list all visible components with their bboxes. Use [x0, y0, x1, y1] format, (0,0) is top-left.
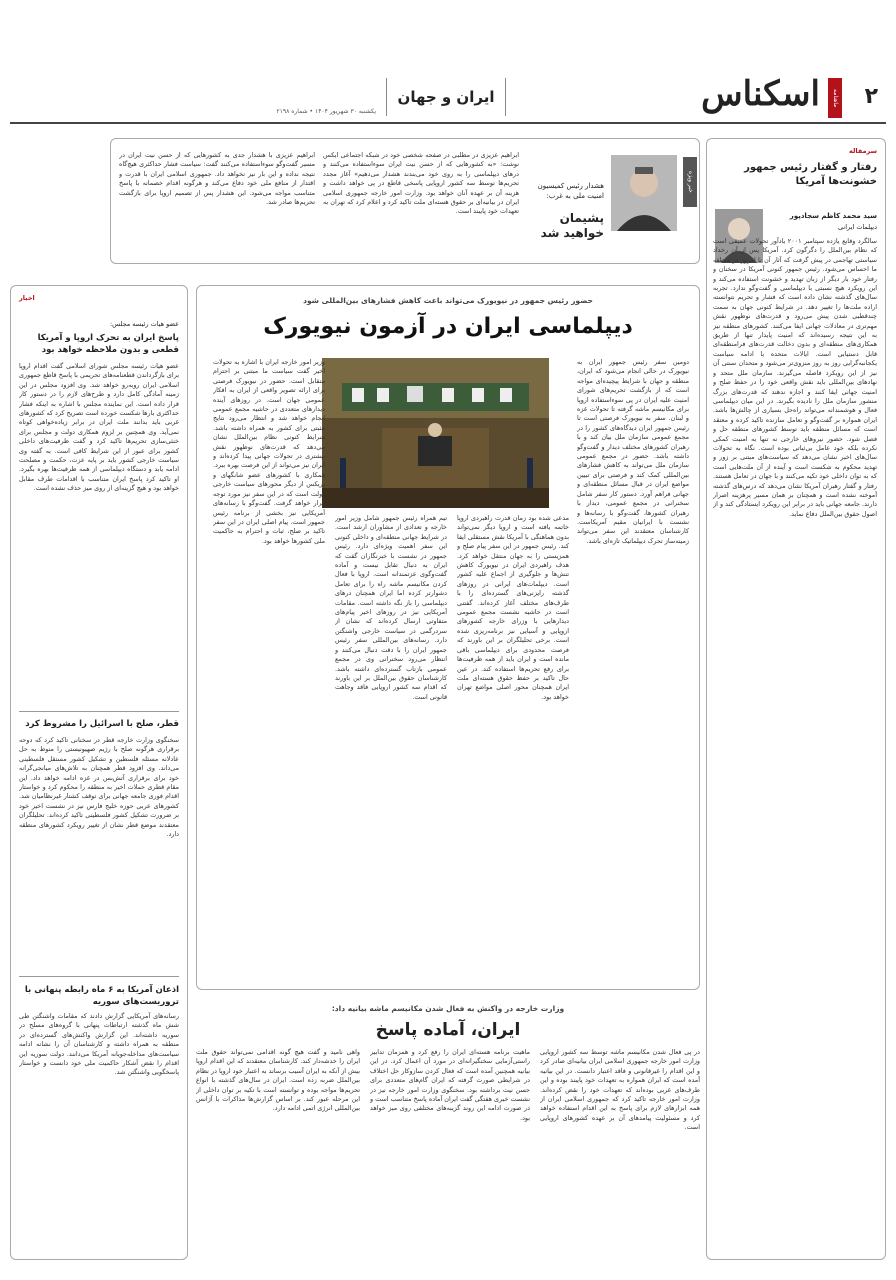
bottom-story-col1: در پی فعال شدن مکانیسم ماشه توسط سه کشور اروپایی وزارت امور خارجه جمهوری اسلامی ایران بیانیه‌ای صادر کرد و این اقدام را غیرقانونی و فاقد اعتبار دانست. در این بیانیه آمده است که ایران همواره به تعهدات خود پایبند بوده و این طرف‌های غربی بوده‌اند که تعهدات خود را نقض کرده‌اند. وزارت امور خارجه تاکید کرد که جمهوری اسلامی ایران از همه ابزارهای لازم برای پاسخ به این اقدام استفاده خواهد کرد و مسئولیت پیامدهای آن بر عهده کشورهای اروپایی است. — [540, 1048, 700, 1132]
news1-kicker: عضو هیات رئیسه مجلس: — [109, 320, 179, 328]
main-story-kicker: حضور رئیس جمهور در نیویورک می‌تواند باعث کاهش فشارهای بین‌المللی شود — [303, 296, 593, 305]
masthead-rule — [10, 122, 886, 124]
op-ed-label: سرمقاله — [849, 147, 877, 155]
main-story-headline: دیپلماسی ایران در آزمون نیویورک — [263, 314, 633, 339]
brand-side-label: ماهنامه — [828, 78, 842, 118]
author-name: سید محمد کاظم سجادپور — [789, 212, 877, 220]
interview-col1: ابراهیم عزیزی در مطلبی در صفحه شخصی خود در شبکه اجتماعی ایکس نوشت: «به کشورهایی که از حسن نیت ایران سوءاستفاده می‌کنند و درهای دیپلماسی را به روی خود می‌بندند هشدار می‌دهیم» آغاز مجدد تحریم‌ها توسط سه کشور اروپایی پاسخی قاطع در پی خواهد داشت و هزینه آن بر عهده آنان خواهد بود. وزارت امور خارجه جمهوری اسلامی ایران در بیانیه‌ای بر حقوق هسته‌ای ملت تاکید کرد و اعلام کرد که تهران به تعهدات خود پایبند است. — [323, 151, 519, 216]
interview-col2: ابراهیم عزیزی با هشدار جدی به کشورهایی که از حسن نیت ایران در مسیر گفت‌وگو سوءاستفاده می‌کنند گفت: سیاست فشار حداکثری هیچ‌گاه نتیجه نداده و این بار نیز نخواهد داد. جمهوری اسلامی ایران با قدرت و اقتدار از منافع ملی خود دفاع می‌کند و هرگونه اقدام خصمانه با پاسخ متناسب مواجه می‌شود. این هشدار پس از تصمیم اروپا برای بازگشت تحریم‌ها صادر شد. — [119, 151, 315, 207]
news-column — [10, 285, 188, 1260]
interview-photo — [611, 155, 677, 231]
news3-body: رسانه‌های آمریکایی گزارش دادند که مقامات واشنگتن طی شش ماه گذشته ارتباطات پنهانی با گروه‌های مسلح در سوریه داشته‌اند. این گزارش واکنش‌های گسترده‌ای در منطقه به همراه داشته و کارشناسان آن را نشانه ادامه سیاست‌های مداخله‌جویانه آمریکا می‌دانند. دولت سوریه این اقدام را نقض آشکار حاکمیت ملی خود دانست و خواستار پاسخگویی واشنگتن شد. — [19, 1012, 179, 1077]
news-label: اخبار — [19, 294, 35, 302]
interview-badge: خبر ویژه — [683, 157, 697, 207]
masthead — [10, 70, 886, 125]
main-story-col4: وزیر امور خارجه ایران با اشاره به تحولات اخیر گفت سیاست ما مبتنی بر احترام متقابل است. حضور در نیویورک فرصتی برای ارائه تصویر واقعی از ایران به افکار عمومی جهان است. در روزهای آینده دیدارهای متعددی در حاشیه مجمع عمومی انجام خواهد شد و انتظار می‌رود نتایج مثبتی برای کشور به همراه داشته باشد. شرایط کنونی نظام بین‌الملل نشان می‌دهد که قدرت‌های نوظهور نقش بیشتری در تحولات جهانی پیدا کرده‌اند و ایران نیز می‌تواند از این فرصت بهره ببرد. همکاری با کشورهای عضو شانگهای و بریکس از دیگر محورهای سیاست خارجی دولت است که در این سفر نیز مورد توجه قرار خواهد گرفت. گفت‌وگو با رسانه‌های آمریکایی نیز بخشی از برنامه رئیس جمهور است. پیام اصلی ایران در این سفر تاکید بر صلح، ثبات و احترام به حاکمیت ملی کشورها خواهد بود. — [213, 358, 325, 545]
author-role: دیپلمات ایرانی — [838, 223, 877, 231]
op-ed-body: سالگرد وقایع یازده سپتامبر ۲۰۰۱ یادآور تحولات عمیقی است که نظام بین‌الملل را دگرگون کرد. آمریکا پس از آن رخداد سیاستی تهاجمی در پیش گرفت که آثار آن تا امروز در منطقه ما احساس می‌شود. رئیس جمهور کنونی آمریکا در سخنان و رفتار خود بار دیگر از زبان تهدید و خشونت استفاده می‌کند و این رویکرد هیچ نسبتی با دیپلماسی و گفت‌وگو ندارد. تجربه سال‌های گذشته نشان داده است که فشار و تحریم نتوانسته اراده ملت‌ها را تغییر دهد. در شرایط کنونی جهان به سمت چندقطبی شدن پیش می‌رود و قدرت‌های نوظهور نقش مهم‌تری در معادلات جهانی ایفا می‌کنند. کشورهای منطقه نیز به این نتیجه رسیده‌اند که امنیت پایدار تنها از طریق همکاری‌های منطقه‌ای و بدون دخالت قدرت‌های فرامنطقه‌ای قابل دستیابی است. ایالات متحده با ادامه سیاست یکجانبه‌گرایی روز به روز منزوی‌تر می‌شود و متحدان سنتی آن نیز از این رویکرد فاصله می‌گیرند. سازمان ملل متحد و نهادهای بین‌المللی باید نقش واقعی خود را در حفظ صلح و امنیت جهانی ایفا کنند و اجازه ندهند که قدرت‌های بزرگ منشور سازمان ملل را نادیده بگیرند. در این میان دیپلماسی فعال و هوشمندانه می‌تواند راه‌حل بسیاری از چالش‌ها باشد. ایران همواره بر گفت‌وگو و تعامل سازنده تاکید کرده و معتقد است که مسائل منطقه باید توسط کشورهای منطقه حل و فصل شود. حضور نیروهای خارجی نه تنها به امنیت کمکی نکرده بلکه خود عامل بی‌ثباتی بوده است. نگاه به تحولات سال‌های اخیر نشان می‌دهد که سیاست‌های مبتنی بر زور و تهدید محکوم به شکست است و آینده از آن ملت‌هایی است که به توان داخلی خود تکیه می‌کنند و با جهان در تعامل هستند. رفتار و گفتار رهبران آمریکا نشان می‌دهد که درس‌های گذشته آموخته نشده است و همچنان بر همان مسیر پرهزینه اصرار دارند. جامعه جهانی باید در برابر این رویکرد ایستادگی کند و از اصول حقوق بین‌الملل دفاع نماید. — [713, 237, 877, 518]
news1-title: پاسخ ایران به تحرک اروپا و آمریکا قطعی و بدون ملاحظه خواهد بود — [37, 333, 179, 355]
main-story-col2: مدعی شده بود زمان قدرت راهبردی اروپا خاتمه یافته است و اروپا دیگر نمی‌تواند بدون هماهنگی با آمریکا نقش مستقلی ایفا کند. رئیس جمهور در این سفر پیام صلح و همزیستی را به جهان منتقل خواهد کرد. هدف راهبردی ایران در نیویورک کاهش تنش‌ها و جلوگیری از اجماع علیه کشور است. دیپلمات‌های ایرانی در روزهای گذشته رایزنی‌های گسترده‌ای را با طرف‌های مختلف آغاز کرده‌اند. گفتنی است در حاشیه نشست مجمع عمومی دیدارهایی با وزرای خارجه کشورهای اروپایی و آسیایی نیز برنامه‌ریزی شده است. برخی تحلیلگران بر این باورند که فرصت محدودی برای دیپلماسی باقی مانده است و ایران باید از همه ظرفیت‌ها برای رفع تحریم‌ها استفاده کند. در عین حال تاکید بر حفظ حقوق هسته‌ای ملت ایران همچنان محور اصلی مواضع تهران خواهد بود. — [457, 514, 569, 701]
news-divider-2 — [19, 976, 179, 977]
news2-body: سخنگوی وزارت خارجه قطر در سخنانی تاکید کرد که دوحه برقراری هرگونه صلح با رژیم صهیونیستی را منوط به حل عادلانه مسئله فلسطین و تشکیل کشور مستقل فلسطینی می‌داند. وی افزود قطر همچنان به تلاش‌های میانجی‌گرانه خود برای برقراری آتش‌بس در غزه ادامه خواهد داد. این مقام قطری حملات اخیر به منطقه را محکوم کرد و خواستار اقدام فوری جامعه جهانی برای توقف کشتار غیرنظامیان شد. کشورهای عربی حوزه خلیج فارس نیز در نشست اخیر خود بر ضرورت تشکیل کشور فلسطینی تاکید کرده‌اند. تحلیلگران معتقدند موضع قطر نشان از تغییر رویکرد کشورهای منطقه دارد. — [19, 736, 179, 839]
news1-body: عضو هیات رئیسه مجلس شورای اسلامی گفت اقدام اروپا برای بازگرداندن قطعنامه‌های تحریمی با پاسخ قاطع جمهوری اسلامی ایران روبه‌رو خواهد شد. وی افزود مجلس در این زمینه آمادگی کامل دارد و طرح‌های لازم را در دستور کار قرار داده است. این نماینده مجلس با اشاره به اینکه فشار حداکثری بارها شکست خورده است تصریح کرد که کشورهای غربی باید بدانند ملت ایران در برابر زیاده‌خواهی کوتاه نمی‌آید. وی همچنین بر لزوم همکاری دولت و مجلس برای خنثی‌سازی تحریم‌ها تاکید کرد و گفت ظرفیت‌های داخلی کشور برای عبور از این شرایط کافی است. به گفته وی سیاست خارجی کشور باید بر پایه عزت، حکمت و مصلحت ادامه یابد و دستگاه دیپلماسی از همه ظرفیت‌ها بهره بگیرد. او تاکید کرد پاسخ ایران متناسب با اقدامات طرف مقابل خواهد بود و هیچ گزینه‌ای از روی میز حذف نشده است. — [19, 362, 179, 493]
interview-box — [110, 138, 700, 264]
news-divider-1 — [19, 711, 179, 712]
main-story-col1: دومین سفر رئیس جمهور ایران به نیویورک در حالی انجام می‌شود که ایران، منطقه و جهان با شرایط پیچیده‌ای مواجه است که از بازگشت تحریم‌های شورای امنیت علیه ایران در پی سوءاستفاده اروپا برای مکانیسم ماشه گرفته تا تحولات غزه و لبنان. سفر به نیویورک فرصتی است تا رئیس جمهور ایران دیدگاه‌های کشور را در مجمع عمومی سازمان ملل بیان کند و با رهبران کشورهای مختلف دیدار و گفت‌وگو داشته باشد. حضور در مجمع عمومی سازمان ملل می‌تواند به کاهش فشارهای بین‌المللی کمک کند و فرصتی برای تبیین مواضع ایران در قبال مسائل منطقه‌ای و جهانی فراهم آورد. دستور کار سفر شامل سخنرانی در مجمع عمومی، دیدار با رهبران کشورها، گفت‌وگو با رسانه‌ها و نشست با ایرانیان مقیم آمریکاست. کارشناسان معتقدند این سفر می‌تواند زمینه‌ساز تحرک دیپلماتیک تازه‌ای باشد. — [577, 358, 689, 545]
bottom-story-col3: واهی نامید و گفت هیچ گونه اقدامی نمی‌تواند حقوق ملت ایران را خدشه‌دار کند. کارشناسان معتقدند که این اقدام اروپا بیش از آنکه به ایران آسیب برساند به اعتبار خود اروپا در نظام بین‌الملل ضربه زده است. ایران در سال‌های گذشته با انواع تحریم‌ها مواجه بوده و توانسته است با تکیه بر توان داخلی از این مرحله عبور کند. بر اساس گزارش‌ها مذاکرات با آژانس بین‌المللی انرژی اتمی ادامه دارد. — [196, 1048, 360, 1113]
interview-title: پشیمان خواهید شد — [540, 211, 604, 240]
date-line: یکشنبه ۳۰ شهریور ۱۴۰۴ • شماره ۲۱۹۸ — [276, 108, 376, 115]
op-ed-title: رفتار و گفتار رئیس جمهور خشونت‌ها آمریکا — [744, 162, 877, 187]
main-story-col3: تیم همراه رئیس جمهور شامل وزیر امور خارجه و تعدادی از مشاوران ارشد است. در شرایط جهانی منطقه‌ای و داخلی کنونی این سفر اهمیت ویژه‌ای دارد. رئیس جمهور در نشست با خبرنگاران گفت که ایران به دنبال تقابل نیست و آماده گفت‌وگوی عزتمندانه است. اروپا با فعال کردن مکانیسم ماشه راه را برای تعامل دشوارتر کرده اما ایران همچنان درهای دیپلماسی را باز نگه داشته است. مقامات آمریکایی نیز در روزهای اخیر پیام‌های متفاوتی ارسال کرده‌اند که نشان از سردرگمی در سیاست خارجی واشنگتن دارد. رسانه‌های بین‌المللی سفر رئیس جمهور ایران را با دقت دنبال می‌کنند و انتظار می‌رود سخنرانی وی در مجمع عمومی بازتاب گسترده‌ای داشته باشد. کارشناسان حقوق بین‌الملل بر این باورند که اقدام سه کشور اروپایی فاقد وجاهت قانونی است. — [335, 514, 447, 701]
bottom-story-col2: ماهیت برنامه هسته‌ای ایران را رفع کرد و همزمان تدابیر راستی‌آزمایی سختگیرانه‌ای در مورد آن اعمال کرد. در این بیانیه همچنین آمده است که فعال کردن سازوکار حل اختلاف در شرایطی صورت گرفته که ایران گام‌های متعددی برای حسن نیت برداشته بود. سخنگوی وزارت امور خارجه نیز در نشست خبری هفتگی گفت ایران آماده پاسخ متناسب است و در صورت ادامه این روند گزینه‌های مختلفی روی میز خواهد بود. — [370, 1048, 530, 1122]
op-ed-box — [706, 138, 886, 1260]
section-title: ایران و جهان — [386, 78, 506, 116]
main-story-box — [196, 285, 700, 990]
interview-subtitle: هشدار رئیس کمیسیون امنیت ملی به غرب: — [537, 182, 604, 200]
news3-title: اذعان آمریکا به ۶ ماه رابطه پنهانی با تروریست‌های سوریه — [24, 985, 179, 1007]
bottom-story-headline: ایران، آماده پاسخ — [375, 1020, 521, 1040]
bottom-story-kicker: وزارت خارجه در واکنش به فعال شدن مکانیسم ماشه بیانیه داد: — [331, 1004, 565, 1013]
news2-title: قطر، صلح با اسرائیل را مشروط کرد — [25, 719, 179, 729]
bottom-story — [196, 1000, 700, 1265]
page-number: ۲ — [864, 84, 878, 109]
main-story-photo — [322, 358, 549, 508]
brand-logo: اسکناس — [701, 74, 820, 114]
